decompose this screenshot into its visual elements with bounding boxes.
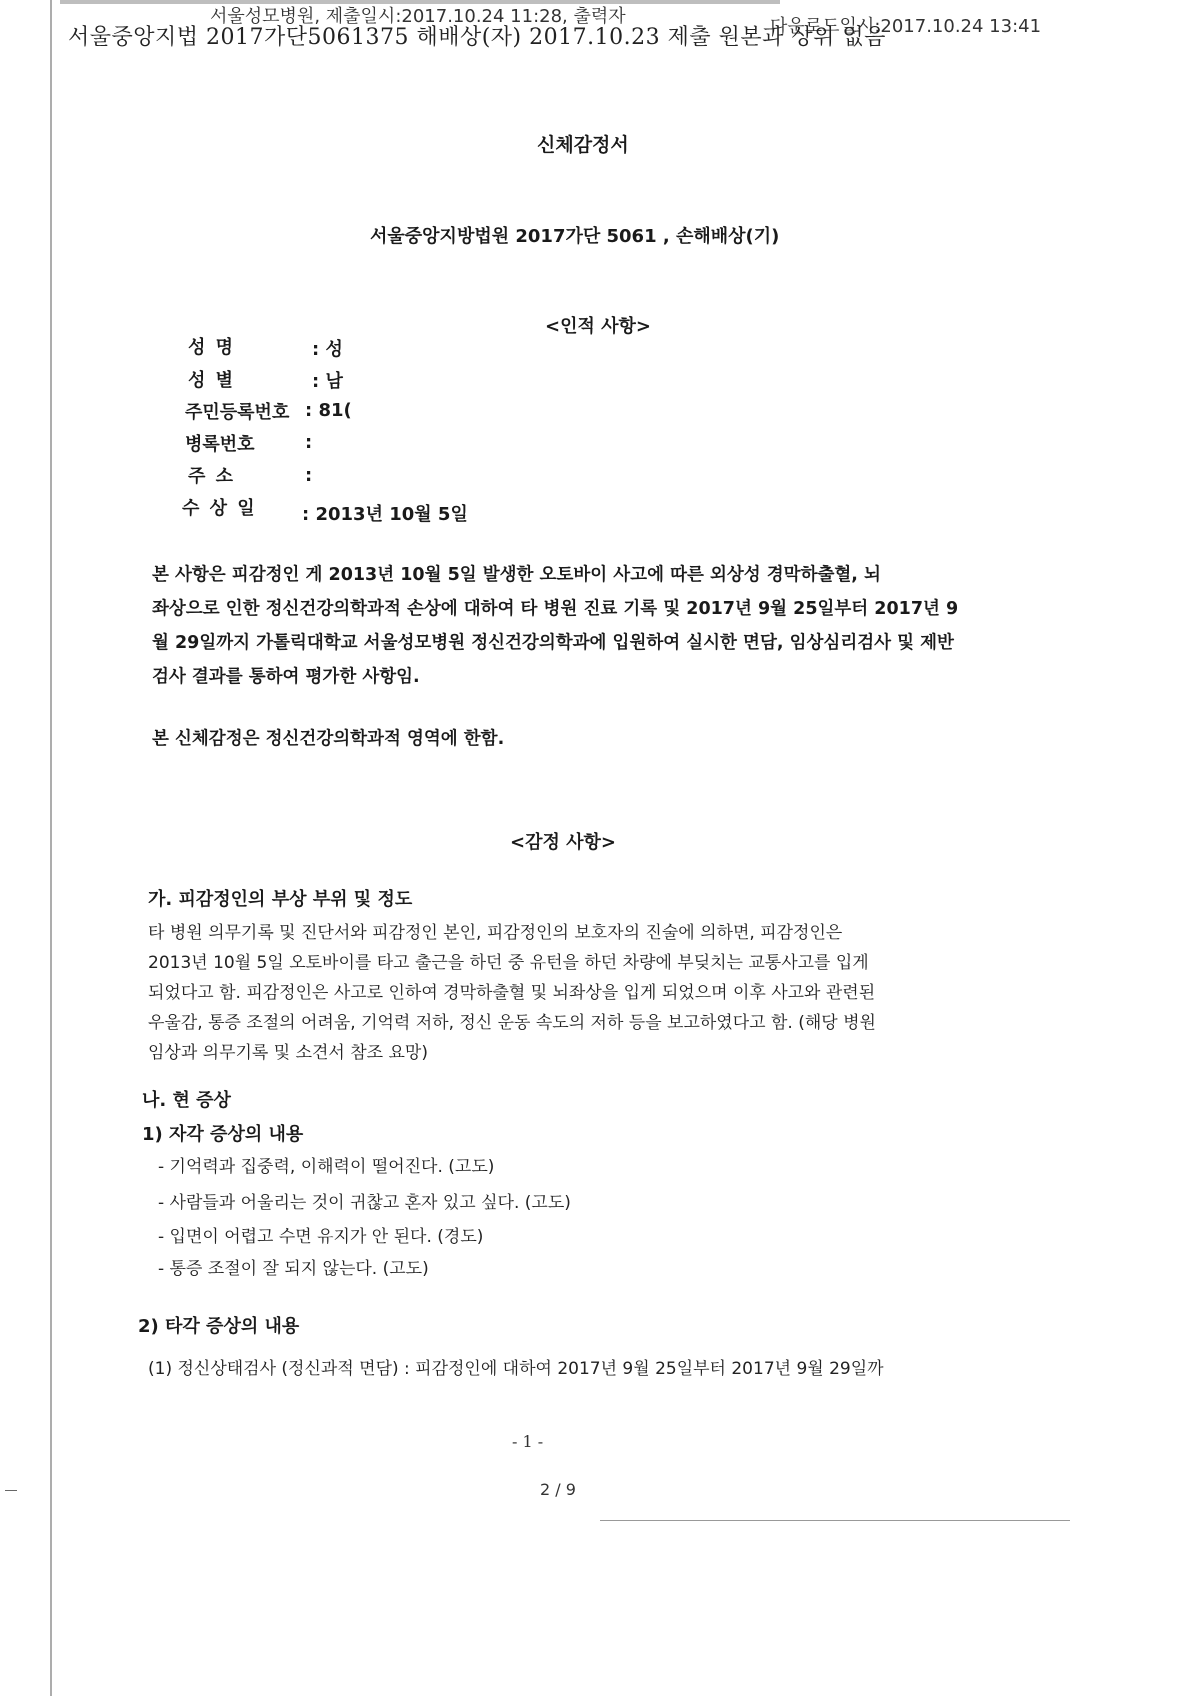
section-ga-line: 임상과 의무기록 및 소견서 참조 요망) <box>148 1043 428 1063</box>
field-value-name: : 성 <box>312 339 343 360</box>
subjective-symptoms-heading: 1) 자각 증상의 내용 <box>142 1124 304 1145</box>
field-label-injury-date: 수 상 일 <box>182 498 257 519</box>
field-value-address: : <box>305 465 313 486</box>
case-number-line: 서울중앙지방법원 2017가단 5061 , 손해배상(기) <box>370 226 780 247</box>
section-ga-heading: 가. 피감정인의 부상 부위 및 정도 <box>148 889 413 910</box>
scan-edge-line <box>50 0 52 1696</box>
scope-statement: 본 신체감정은 정신건강의학과적 영역에 한함. <box>152 729 505 749</box>
symptom-item: - 입면이 어렵고 수면 유지가 안 된다. (경도) <box>158 1227 484 1247</box>
page-number: - 1 - <box>512 1432 544 1451</box>
section-ga-line: 타 병원 의무기록 및 진단서와 피감정인 본인, 피감정인의 보호자의 진술에 의하면, 피감정인은 <box>148 923 843 943</box>
page-count: 2 / 9 <box>540 1480 576 1499</box>
court-stamp-line: 서울중앙지법 2017가단5061375 해배상(자) 2017.10.23 제출 원본과 상위 없음 <box>68 25 886 50</box>
section-ga-line: 우울감, 통증 조절의 어려움, 기억력 저하, 정신 운동 속도의 저하 등을 보고하였다고 함. (해당 병원 <box>148 1013 876 1033</box>
symptom-item: - 사람들과 어울리는 것이 귀찮고 혼자 있고 싶다. (고도) <box>158 1193 571 1213</box>
field-value-injury-date: : 2013년 10월 5일 <box>302 504 468 525</box>
field-label-record-number: 병록번호 <box>185 434 255 455</box>
assessment-section-title: <감정 사항> <box>510 832 616 853</box>
summary-line: 본 사항은 피감정인 게 2013년 10월 5일 발생한 오토바이 사고에 따른 외상성 경막하출혈, 뇌 <box>152 565 881 585</box>
summary-line: 월 29일까지 가톨릭대학교 서울성모병원 정신건강의학과에 입원하여 실시한 면담, 임상심리검사 및 제반 <box>152 633 954 653</box>
field-label-name: 성 명 <box>188 337 236 358</box>
download-info-line: 다운로드일시:2017.10.24 13:41 <box>770 16 1042 37</box>
field-label-resident-number: 주민등록번호 <box>185 402 290 423</box>
objective-symptoms-heading: 2) 타각 증상의 내용 <box>138 1316 300 1337</box>
document-title: 신체감정서 <box>537 134 629 156</box>
scan-artifact-line <box>600 1520 1070 1521</box>
section-na-heading: 나. 현 증상 <box>142 1090 231 1111</box>
symptom-item: - 통증 조절이 잘 되지 않는다. (고도) <box>158 1259 429 1279</box>
field-label-sex: 성 별 <box>188 370 236 391</box>
scan-artifact-mark <box>5 1490 17 1491</box>
field-label-address: 주 소 <box>188 466 236 487</box>
field-value-sex: : 남 <box>312 371 343 392</box>
section-ga-line: 되었다고 함. 피감정인은 사고로 인하여 경막하출혈 및 뇌좌상을 입게 되었으며 이후 사고와 관련된 <box>148 983 876 1003</box>
print-info-line: 서울성모병원, 제출일시:2017.10.24 11:28, 출력자 <box>210 6 626 27</box>
section-ga-line: 2013년 10월 5일 오토바이를 타고 출근을 하던 중 유턴을 하던 차량에 부딪치는 교통사고를 입게 <box>148 953 869 973</box>
summary-line: 검사 결과를 통하여 평가한 사항임. <box>152 667 420 687</box>
mental-status-exam-line: (1) 정신상태검사 (정신과적 면담) : 피감정인에 대하여 2017년 9월 25일부터 2017년 9월 29일까 <box>148 1359 884 1379</box>
summary-line: 좌상으로 인한 정신건강의학과적 손상에 대하여 타 병원 진료 기록 및 2017년 9월 25일부터 2017년 9 <box>152 599 959 619</box>
field-value-resident-number: : 81( <box>305 400 352 421</box>
symptom-item: - 기억력과 집중력, 이해력이 떨어진다. (고도) <box>158 1157 495 1177</box>
field-value-record-number: : <box>305 432 313 453</box>
personal-section-title: <인적 사항> <box>545 316 651 337</box>
